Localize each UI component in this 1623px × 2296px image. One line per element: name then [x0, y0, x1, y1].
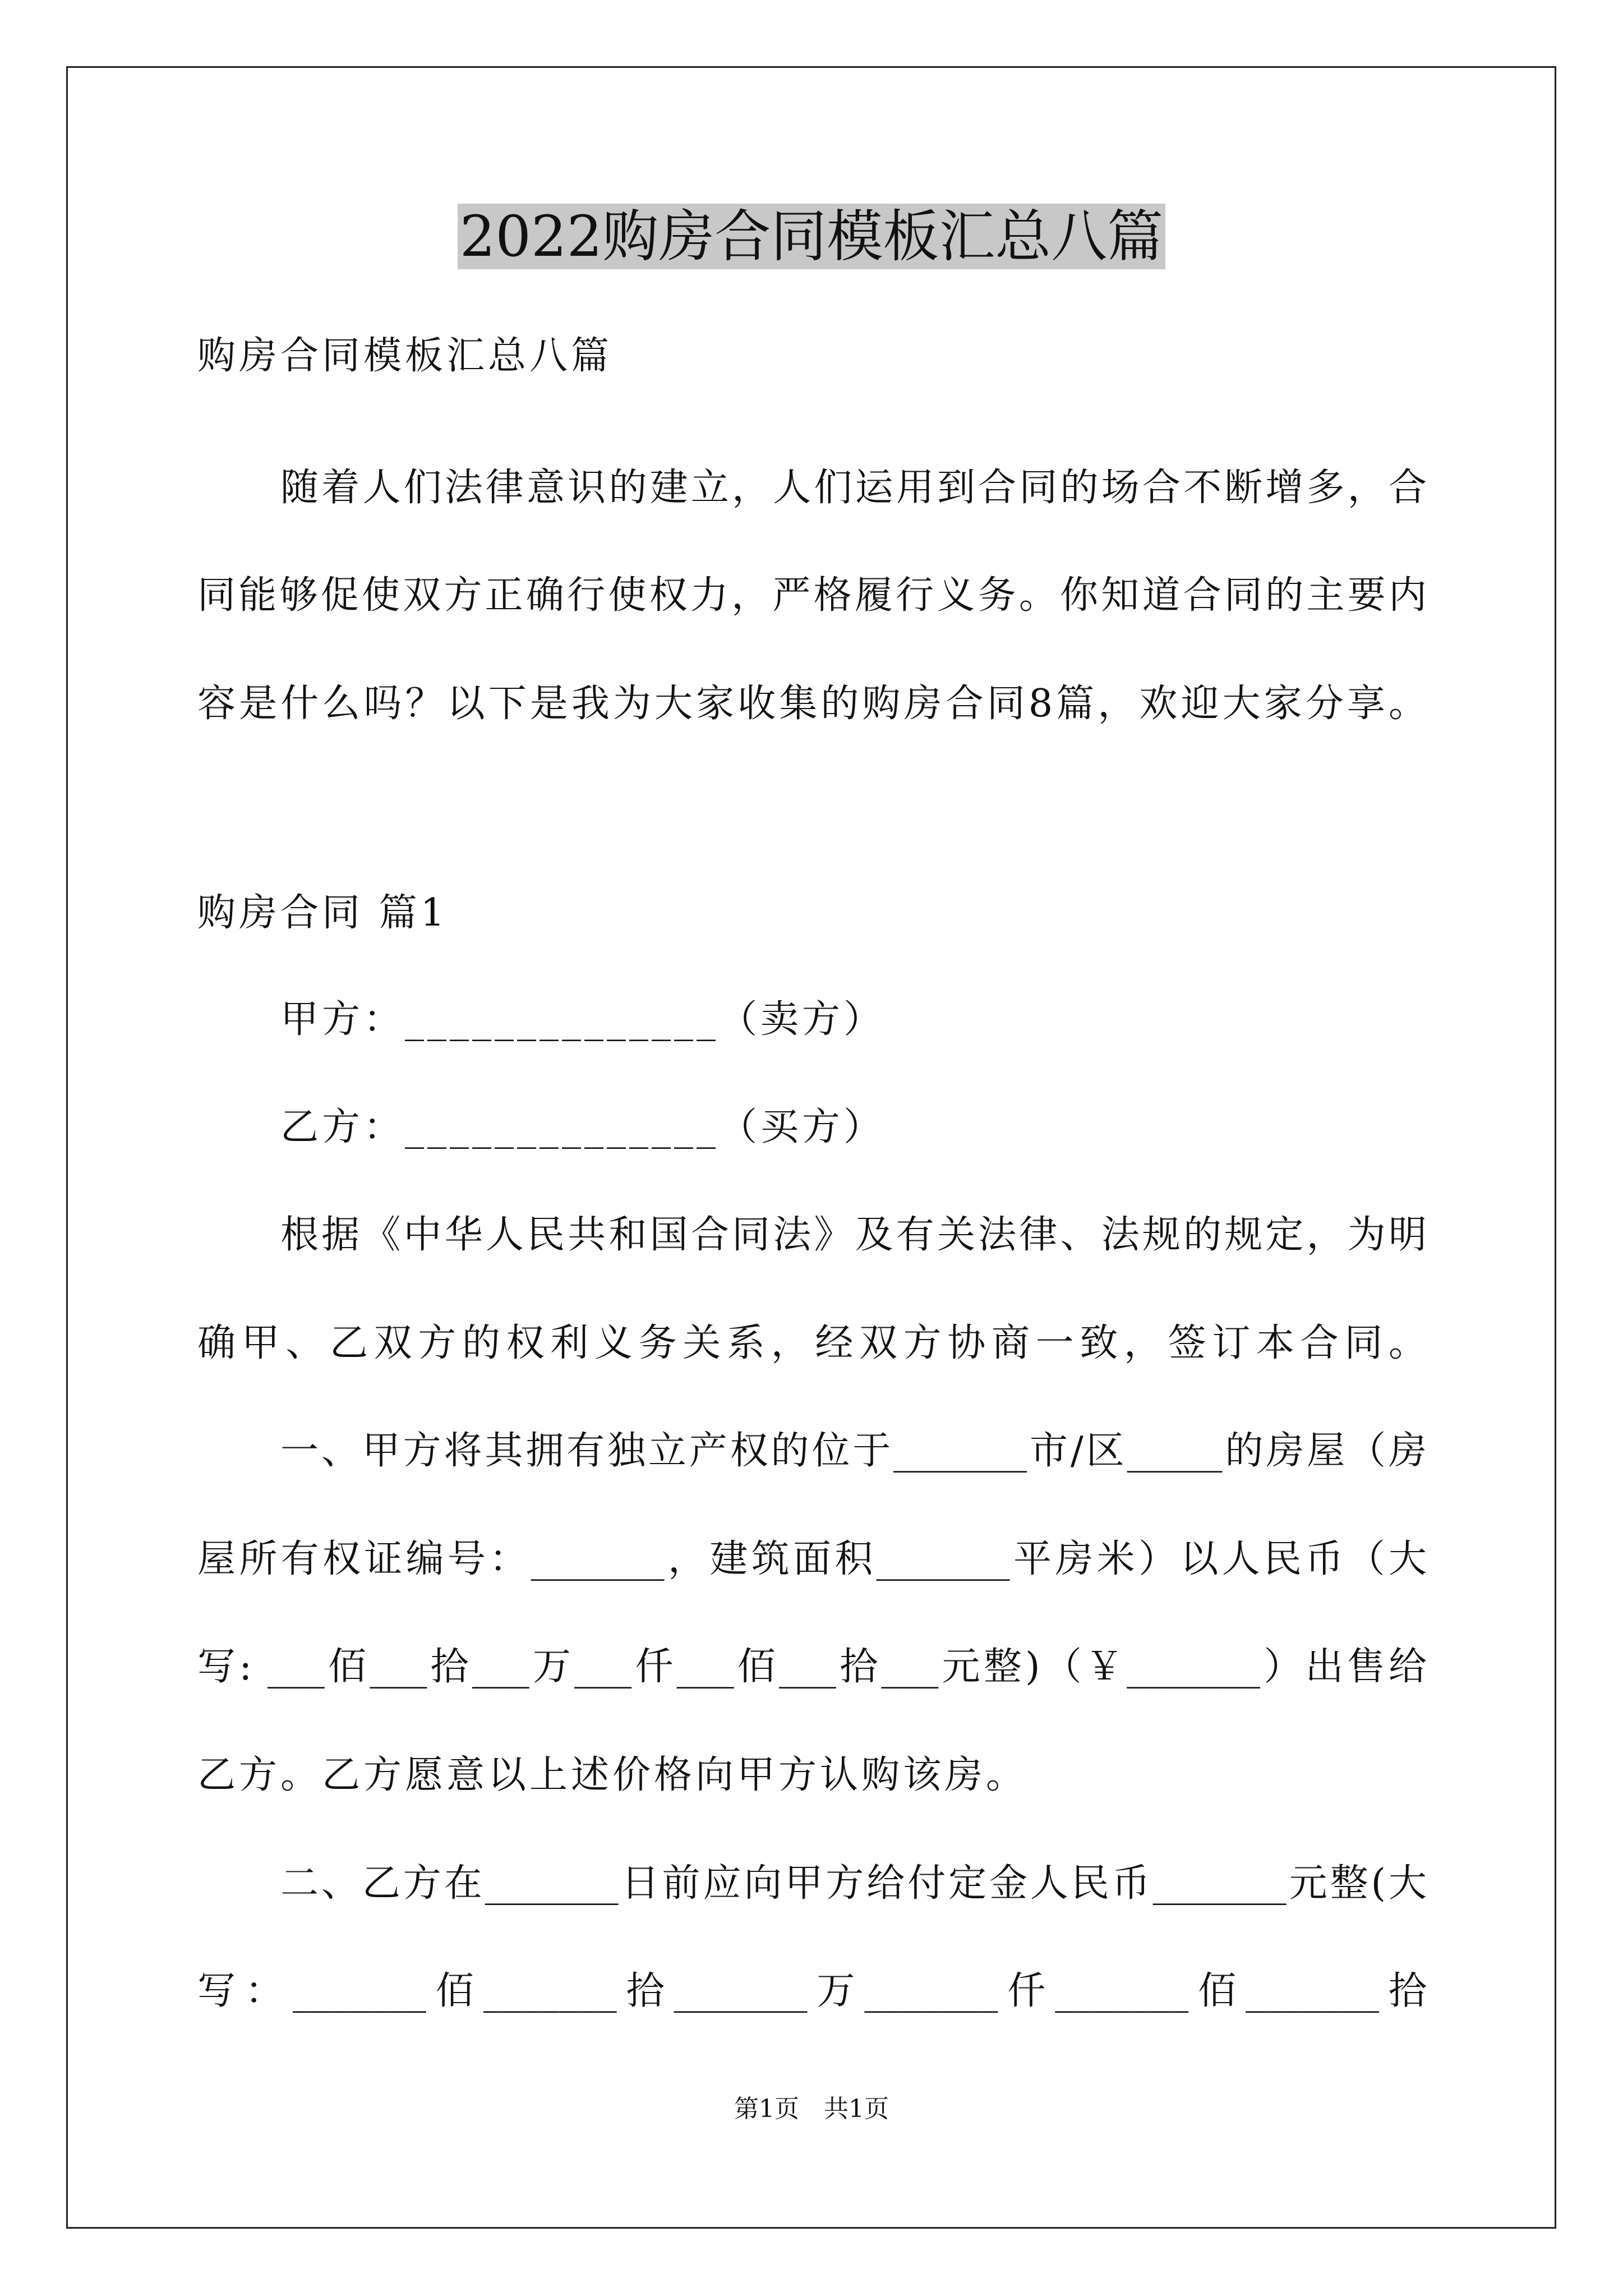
party-a-line: 甲方：______________（卖方）: [280, 997, 886, 1042]
section-heading: 购房合同 篇1: [197, 891, 448, 935]
clause-one-line: 屋所有权证编号：_______，建筑面积_______平房米）以人民币（大: [197, 1537, 1427, 1581]
party-b-line: 乙方：______________（买方）: [280, 1105, 886, 1149]
intro-line: 同能够促使双方正确行使权力，严格履行义务。你知道合同的主要内: [197, 573, 1427, 618]
clause-one-line: 一、甲方将其拥有独立产权的位于_______市/区_____的房屋（房: [280, 1429, 1427, 1473]
basis-line: 根据《中华人民共和国合同法》及有关法律、法规的规定，为明: [280, 1213, 1427, 1257]
basis-line: 确甲、乙双方的权利义务关系，经双方协商一致，签订本合同。: [197, 1321, 1427, 1365]
clause-two-line: 写：_______佰_______拾_______万_______仟_______佰_______拾: [197, 1969, 1427, 2013]
intro-line: 容是什么吗？以下是我为大家收集的购房合同8篇，欢迎大家分享。: [197, 682, 1427, 726]
intro-line: 随着人们法律意识的建立，人们运用到合同的场合不断增多，合: [280, 466, 1427, 510]
clause-one-line: 写: ___佰___拾___万___仟___佰___拾___元整)（￥_______）出售给: [197, 1645, 1427, 1689]
page-footer: 第1页 共1页: [734, 2095, 889, 2123]
document-title: 2022购房合同模板汇总八篇: [0, 197, 1623, 276]
document-subtitle: 购房合同模板汇总八篇: [197, 334, 613, 378]
clause-one-line: 乙方。乙方愿意以上述价格向甲方认购该房。: [197, 1753, 1028, 1797]
clause-two-line: 二、乙方在_______日前应向甲方给付定金人民币_______元整(大: [280, 1861, 1427, 1906]
